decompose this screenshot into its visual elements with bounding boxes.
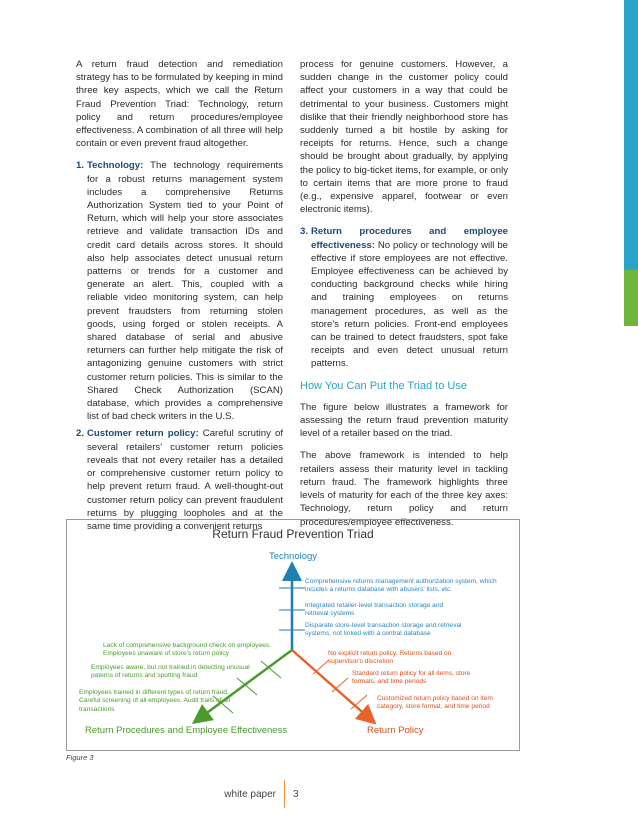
term-technology: Technology: <box>87 160 144 172</box>
axis-label-technology: Technology <box>268 551 318 562</box>
section-heading: How You Can Put the Triad to Use <box>300 379 467 392</box>
item-text: No policy or technology will be effective if store employees are not effective. Employee effectiveness can be achieved by conducting background checks while hiring and training employees on returns management procedures, as well as the store's return policies. Front-end employees can be trained to detect fraudsters, spot fake receipts and even detect unusual return patterns. <box>311 239 508 370</box>
policy-level-2: Standard return policy for all items, store formats, and time periods <box>352 670 471 686</box>
procedures-level-2: Employees aware, but not trained in detecting unusual paterns of returns and spotting fraud <box>91 664 250 680</box>
term-return-policy: Customer return policy: <box>87 428 199 440</box>
policy-level-3: Customized return policy based on item category, store format, and time period <box>377 695 493 711</box>
edge-strip-green <box>624 270 638 326</box>
triad-list-right <box>300 225 508 370</box>
list-item-technology <box>76 159 283 423</box>
list-item-procedures <box>300 225 508 370</box>
procedures-level-3: Employees trained in different types of return fraud. Careful screening of all employees. Audit trails of all transactions <box>79 689 230 713</box>
edge-strip-blue <box>624 0 638 270</box>
axis-label-policy: Return Policy <box>367 725 424 736</box>
right-column <box>300 58 508 538</box>
term-procedures: Return procedures and employee effectiveness: <box>311 226 508 251</box>
framework-paragraph: The figure below illustrates a framework for assessing the return fraud prevention maturity level of a retailer based on the triad. <box>300 401 508 440</box>
list-number: 1. <box>76 160 85 172</box>
continuation-paragraph: process for genuine customers. However, a sudden change in the customer policy could affect your customers in a way that could be detrimental to your business. Customers might dislike that their friendly neighborhood store has suddenly turned a bit hostile by asking for receipts for returns. Hence, such a change should be brought about gradually, by applying the policy to big-ticket items, for example, or only to certain items that are more prone to fraud (e.g., expensive apparel, footwear or even electronic items). <box>300 59 508 216</box>
item-text: The technology requirements for a robust returns management system includes a comprehensive Returns Authorization System tied to your Point of Return, which will help your store associates retrieve and validate transaction IDs and credit card details across stores. It should also help associates detect unusual return patterns or trends for a customer and generate an alert. This, coupled with a reliable video monitoring system, can help prevent fraudsters from returning stolen goods, using forged or stolen receipts. A shared database of serial and abusive returners can further help mitigate the risk of antagonizing genuine customers with strict customer return policies. This is similar to the Shared Check Authorization (SCAN) database, which provides a comprehensive list of bad check writers in the U.S. <box>87 160 283 423</box>
tick-policy-2 <box>332 678 348 692</box>
triad-list-left <box>76 159 283 533</box>
triad-figure <box>66 519 520 751</box>
tick-policy-1 <box>313 660 329 674</box>
policy-level-1: No explicit return policy. Returns based on supervisor's discretion <box>328 650 452 666</box>
technology-level-1: Comprehensive returns management authorization system, which incudes a returns database with abusers' lists, etc. <box>305 578 497 594</box>
axis-label-procedures: Return Procedures and Employee Effectiveness <box>85 725 288 736</box>
footer-label: white paper <box>224 789 276 800</box>
figure-caption: Figure 3 <box>66 753 94 762</box>
list-number: 3. <box>300 226 309 238</box>
intro-paragraph: A return fraud detection and remediation strategy has to be formulated by keeping in mind three key aspects, which we call the Return Fraud Prevention Triad: Technology, return policy and return procedures/employee effectiveness. A combination of all three will help contain or even prevent fraud altogether. <box>76 59 283 150</box>
list-item-return-policy <box>76 427 283 533</box>
assessment-paragraph: The above framework is intended to help retailers assess their maturity level in tackling return fraud. The framework highlights three levels of maturity for each of the three key axes: Technology, return policy and return procedures/employee effectiveness. <box>300 450 508 528</box>
footer-divider <box>284 780 285 808</box>
figure-title: Return Fraud Prevention Triad <box>212 527 374 541</box>
technology-level-2: Integrated retailer-level transaction storage and retrieval systems <box>305 602 444 618</box>
item-text: Careful scrutiny of several retailers' customer return policies reveals that not every retailer has a detailed or comprehensive customer return policy to help prevent return fraud. A well-thought-out customer return policy can prevent fraudulent returns by plugging loopholes and at the same time providing a convenient returns <box>87 428 283 532</box>
tick-policy-3 <box>351 695 367 709</box>
left-column <box>76 58 283 537</box>
list-number: 2. <box>76 428 85 440</box>
procedures-level-1: Lack of comprehensive background check on employees. Employees unaware of store's return policy <box>103 642 271 658</box>
page-number: 3 <box>293 789 299 800</box>
technology-level-3: Disparate store-level transaction storage and retrieval systems, not linked with a central database <box>305 622 462 638</box>
